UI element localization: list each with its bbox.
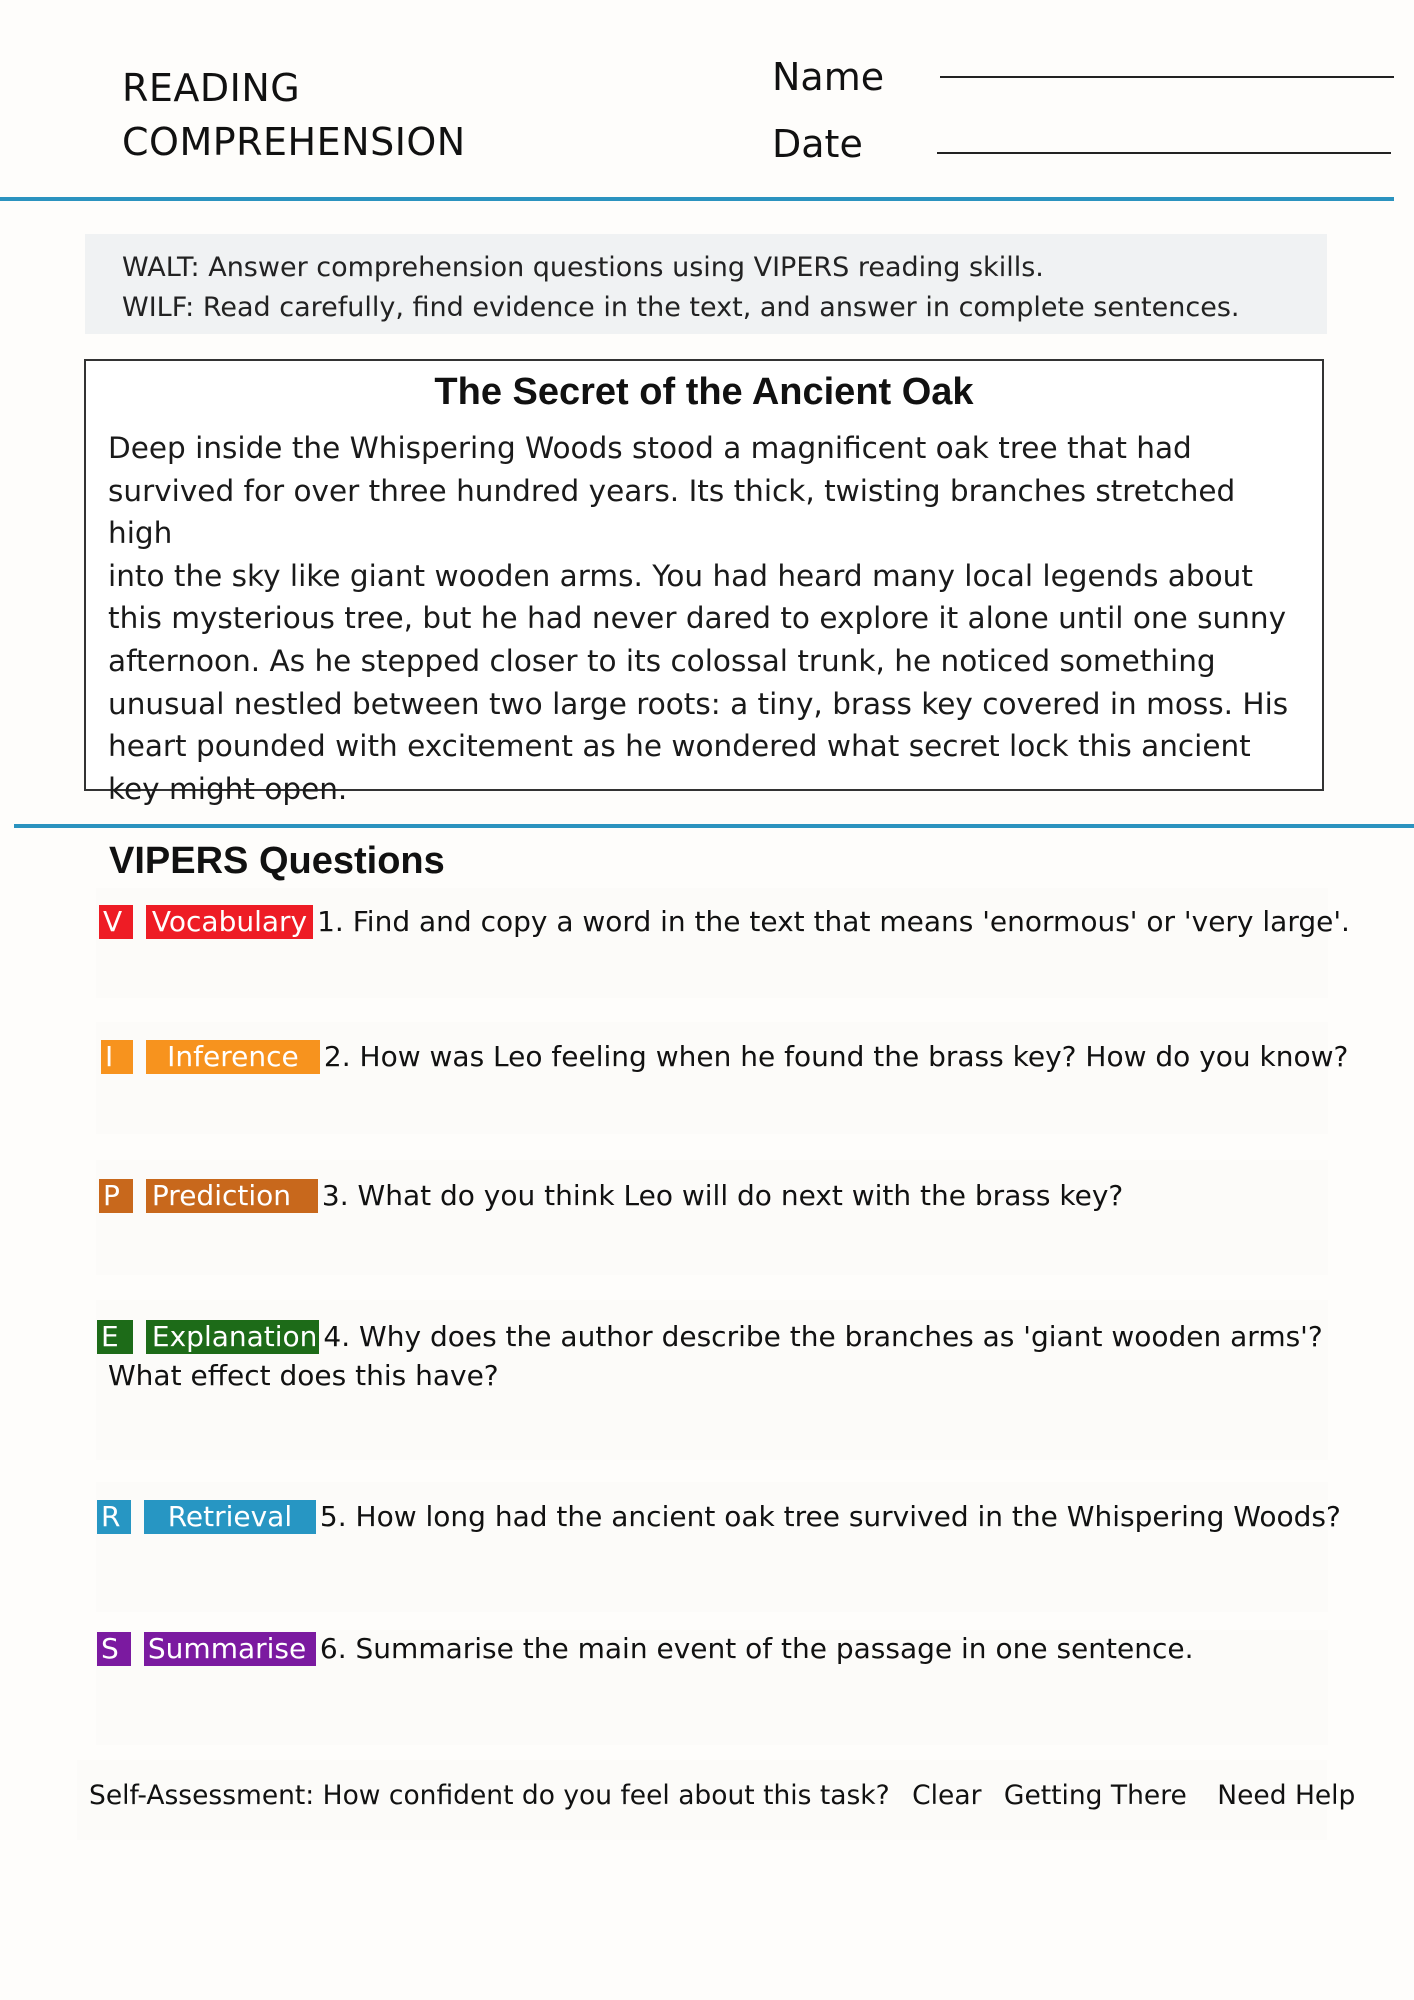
worksheet-title-line2: COMPREHENSION (122, 120, 466, 164)
passage-line: heart pounded with excitement as he wondered what secret lock this ancient (108, 729, 1251, 764)
inference-letter-tag: I (101, 1040, 133, 1074)
passage-line: unusual nestled between two large roots: a tiny, brass key covered in moss. His (108, 686, 1289, 721)
vocabulary-skill-tag: Vocabulary (146, 905, 313, 939)
inference-skill-tag: Inference (146, 1040, 320, 1074)
summarise-skill-tag: Summarise (144, 1632, 316, 1666)
question-text: 2. How was Leo feeling when he found the brass key? How do you know? (323, 1040, 1349, 1073)
learning-objectives-box (85, 234, 1327, 334)
passage-line: this mysterious tree, but he had never dared to explore it alone until one sunny (108, 601, 1287, 636)
section-divider (14, 824, 1414, 828)
self-assessment-prompt: Self-Assessment: How confident do you feel about this task? (89, 1780, 890, 1811)
passage-line: Deep inside the Whispering Woods stood a magnificent oak tree that had (108, 431, 1192, 465)
passage-line: survived for over three hundred years. Its thick, twisting branches stretched high (108, 473, 1236, 551)
confidence-option-getting-there[interactable]: Getting There (1003, 1780, 1187, 1811)
passage-body (108, 427, 1304, 810)
question-inference (101, 1038, 1348, 1076)
date-label: Date (772, 122, 863, 166)
retrieval-skill-tag: Retrieval (144, 1500, 316, 1534)
walt-text: WALT: Answer comprehension questions using VIPERS reading skills. (122, 252, 1044, 283)
vipers-section-title: VIPERS Questions (109, 840, 445, 882)
retrieval-letter-tag: R (97, 1500, 131, 1534)
confidence-option-clear[interactable]: Clear (912, 1780, 982, 1811)
wilf-text: WILF: Read carefully, find evidence in the text, and answer in complete sentences. (122, 292, 1240, 323)
question-text: 5. How long had the ancient oak tree survived in the Whispering Woods? (319, 1500, 1341, 1533)
question-text-continuation: What effect does this have? (108, 1359, 499, 1392)
vocabulary-letter-tag: V (99, 905, 133, 939)
passage-line: key might open. (108, 771, 348, 806)
question-text: 6. Summarise the main event of the passage in one sentence. (319, 1632, 1194, 1665)
explanation-skill-tag: Explanation (146, 1320, 320, 1354)
self-assessment (89, 1780, 1355, 1811)
question-explanation (97, 1318, 1323, 1356)
date-write-line[interactable] (937, 152, 1391, 154)
question-vocabulary (99, 903, 1350, 941)
name-label: Name (772, 55, 885, 99)
question-text: 3. What do you think Leo will do next with the brass key? (321, 1179, 1124, 1212)
explanation-letter-tag: E (97, 1320, 133, 1354)
question-prediction (99, 1177, 1123, 1215)
confidence-option-need-help[interactable]: Need Help (1217, 1780, 1356, 1811)
question-text: 4. Why does the author describe the branches as 'giant wooden arms'? (323, 1320, 1323, 1353)
passage-line: into the sky like giant wooden arms. You had heard many local legends about (108, 558, 1253, 593)
header-divider (0, 197, 1394, 201)
passage-line: afternoon. As he stepped closer to its colossal trunk, he noticed something (108, 643, 1216, 678)
question-summarise (97, 1630, 1193, 1668)
reading-passage-box (84, 359, 1324, 806)
passage-title: The Secret of the Ancient Oak (434, 371, 974, 413)
worksheet-title-line1: READING (122, 66, 301, 110)
summarise-letter-tag: S (97, 1632, 131, 1666)
prediction-skill-tag: Prediction (146, 1179, 318, 1213)
name-write-line[interactable] (940, 76, 1394, 78)
question-text: 1. Find and copy a word in the text that means 'enormous' or 'very large'. (317, 905, 1350, 938)
question-retrieval (97, 1498, 1341, 1536)
prediction-letter-tag: P (99, 1179, 133, 1213)
